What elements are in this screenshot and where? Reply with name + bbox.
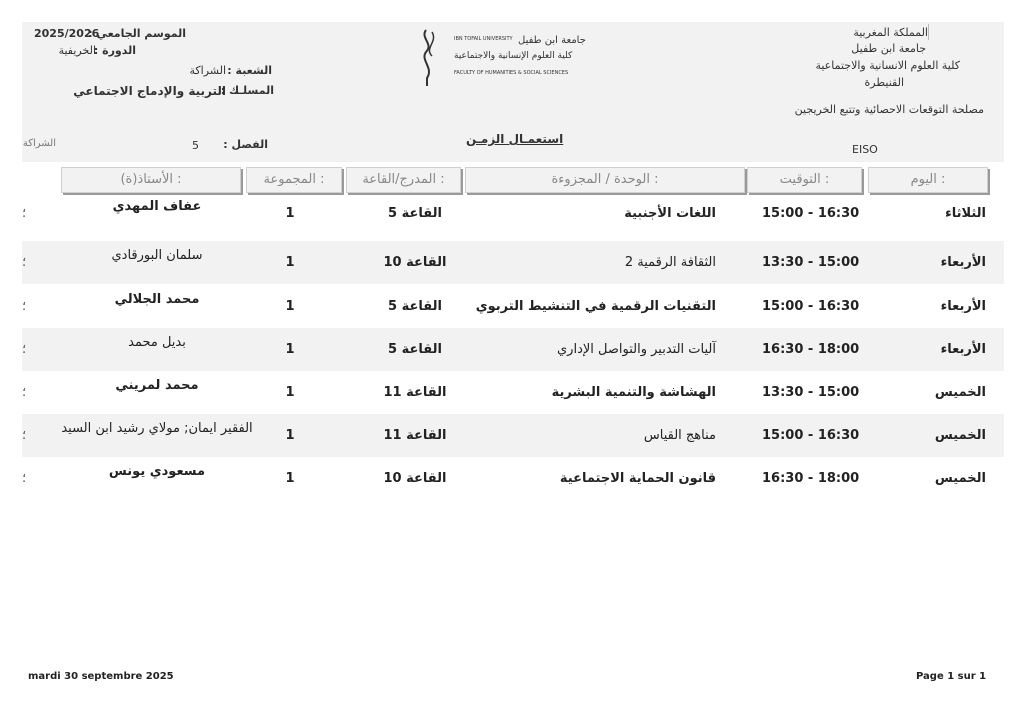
cell-professor: عفاف المهدي (112, 199, 202, 214)
branch-label: الشعبة : (227, 64, 272, 77)
semester-value: 5 (192, 139, 199, 152)
cell-module: التقنيات الرقمية في التنشيط التربوي (475, 299, 716, 314)
cell-day: الخميس (934, 428, 986, 443)
cell-professor: سلمان البورقادي (111, 248, 203, 263)
cell-day: الخميس (934, 471, 986, 486)
code-text: EISO (852, 143, 878, 156)
cell-time: 13:30 - 15:00 (762, 385, 860, 400)
cell-group: 1 (285, 471, 295, 486)
column-header-day: اليوم : (868, 167, 988, 193)
logo-english-name: IBN TOFAIL UNIVERSITY (454, 36, 513, 42)
cell-edge: ؛ (22, 385, 27, 400)
cell-room: القاعة 10 (383, 471, 447, 486)
table-row (22, 371, 1004, 414)
table-row (22, 414, 1004, 457)
header-divider (928, 24, 929, 40)
cell-time: 15:00 - 16:30 (762, 206, 860, 221)
university-logo (418, 26, 596, 88)
column-header-group: المجموعة : (246, 167, 342, 193)
cell-room: القاعة 10 (383, 255, 447, 270)
cell-edge: ؛ (22, 206, 27, 221)
service-text: مصلحة التوقعات الاحصائية وتتبع الخريجين (794, 103, 984, 116)
faculty-text: كلية العلوم الانسانية والاجتماعية (815, 59, 960, 72)
cell-day: الخميس (934, 385, 986, 400)
column-header-professor: الأستاذ(ة) : (61, 167, 241, 193)
table-row (22, 328, 1004, 371)
cell-time: 15:00 - 16:30 (762, 299, 860, 314)
table-row (22, 285, 1004, 328)
cell-time: 13:30 - 15:00 (762, 255, 860, 270)
cell-edge: ؛ (22, 342, 27, 357)
cell-room: القاعة 11 (383, 385, 447, 400)
cell-group: 1 (285, 385, 295, 400)
cell-room: القاعة 5 (388, 206, 442, 221)
cell-module: مناهج القياس (643, 428, 716, 443)
page-number: Page 1 sur 1 (916, 671, 987, 682)
table-row (22, 241, 1004, 284)
branch-value: الشراكة (189, 64, 226, 77)
cell-module: قانون الحماية الاجتماعية (559, 471, 716, 486)
cell-time: 16:30 - 18:00 (762, 342, 860, 357)
logo-emblem-icon (418, 26, 440, 88)
track-value: التربية والإدماج الاجتماعي (73, 84, 226, 98)
semester-label: الفصل : (223, 138, 268, 151)
kingdom-text: المملكة المغربية (853, 26, 928, 39)
cell-room: القاعة 5 (388, 299, 442, 314)
cell-module: الهشاشة والتنمية البشرية (551, 385, 716, 400)
column-header-room: المدرج/القاعة : (346, 167, 461, 193)
cell-group: 1 (285, 206, 295, 221)
cell-module: آليات التدبير والتواصل الإداري (557, 342, 716, 357)
cell-module: الثقافة الرقمية 2 (624, 255, 716, 270)
column-header-time: التوقيت : (747, 167, 862, 193)
cell-professor: بديل محمد (128, 335, 186, 350)
cell-module: اللغات الأجنبية (624, 206, 716, 221)
cell-professor: محمد لمريني (115, 378, 199, 393)
cell-day: الأربعاء (940, 299, 986, 314)
university-text: جامعة ابن طفيل (851, 42, 926, 55)
season-value: 2025/2026 (34, 27, 100, 40)
cell-day: الأربعاء (940, 255, 986, 270)
left-small-text: الشراكة (22, 138, 56, 149)
session-label: الدورة : (93, 44, 136, 57)
table-row (22, 192, 1004, 235)
cell-professor: الفقير ايمان; مولاي رشيد ابن السيد (61, 421, 253, 436)
logo-arabic-faculty: كلية العلوم الإنسانية والاجتماعية (454, 51, 573, 61)
cell-group: 1 (285, 342, 295, 357)
print-date: mardi 30 septembre 2025 (28, 671, 174, 682)
cell-edge: ؛ (22, 255, 27, 270)
cell-professor: محمد الجلالي (114, 292, 200, 307)
cell-edge: ؛ (22, 299, 27, 314)
column-header-module: الوحدة / المجزوءة : (465, 167, 745, 193)
season-label: الموسم الجامعي : (88, 27, 186, 40)
session-value: الخريفية (58, 44, 96, 57)
cell-room: القاعة 11 (383, 428, 447, 443)
logo-english-faculty: FACULTY OF HUMANITIES & SOCIAL SCIENCES (454, 70, 569, 76)
cell-day: الثلاثاء (945, 206, 986, 221)
cell-group: 1 (285, 299, 295, 314)
document-title: استعمـال الزمـن (466, 132, 564, 146)
track-label: المسلـك : (220, 84, 274, 97)
logo-arabic-name: جامعة ابن طفيل (518, 35, 586, 46)
cell-time: 15:00 - 16:30 (762, 428, 860, 443)
city-text: القنيطرة (864, 76, 904, 89)
cell-day: الأربعاء (940, 342, 986, 357)
cell-edge: ؛ (22, 471, 27, 486)
cell-professor: مسعودي يونس (108, 464, 206, 479)
cell-edge: ؛ (22, 428, 27, 443)
cell-group: 1 (285, 255, 295, 270)
cell-time: 16:30 - 18:00 (762, 471, 860, 486)
cell-group: 1 (285, 428, 295, 443)
cell-room: القاعة 5 (388, 342, 442, 357)
table-row (22, 457, 1004, 500)
